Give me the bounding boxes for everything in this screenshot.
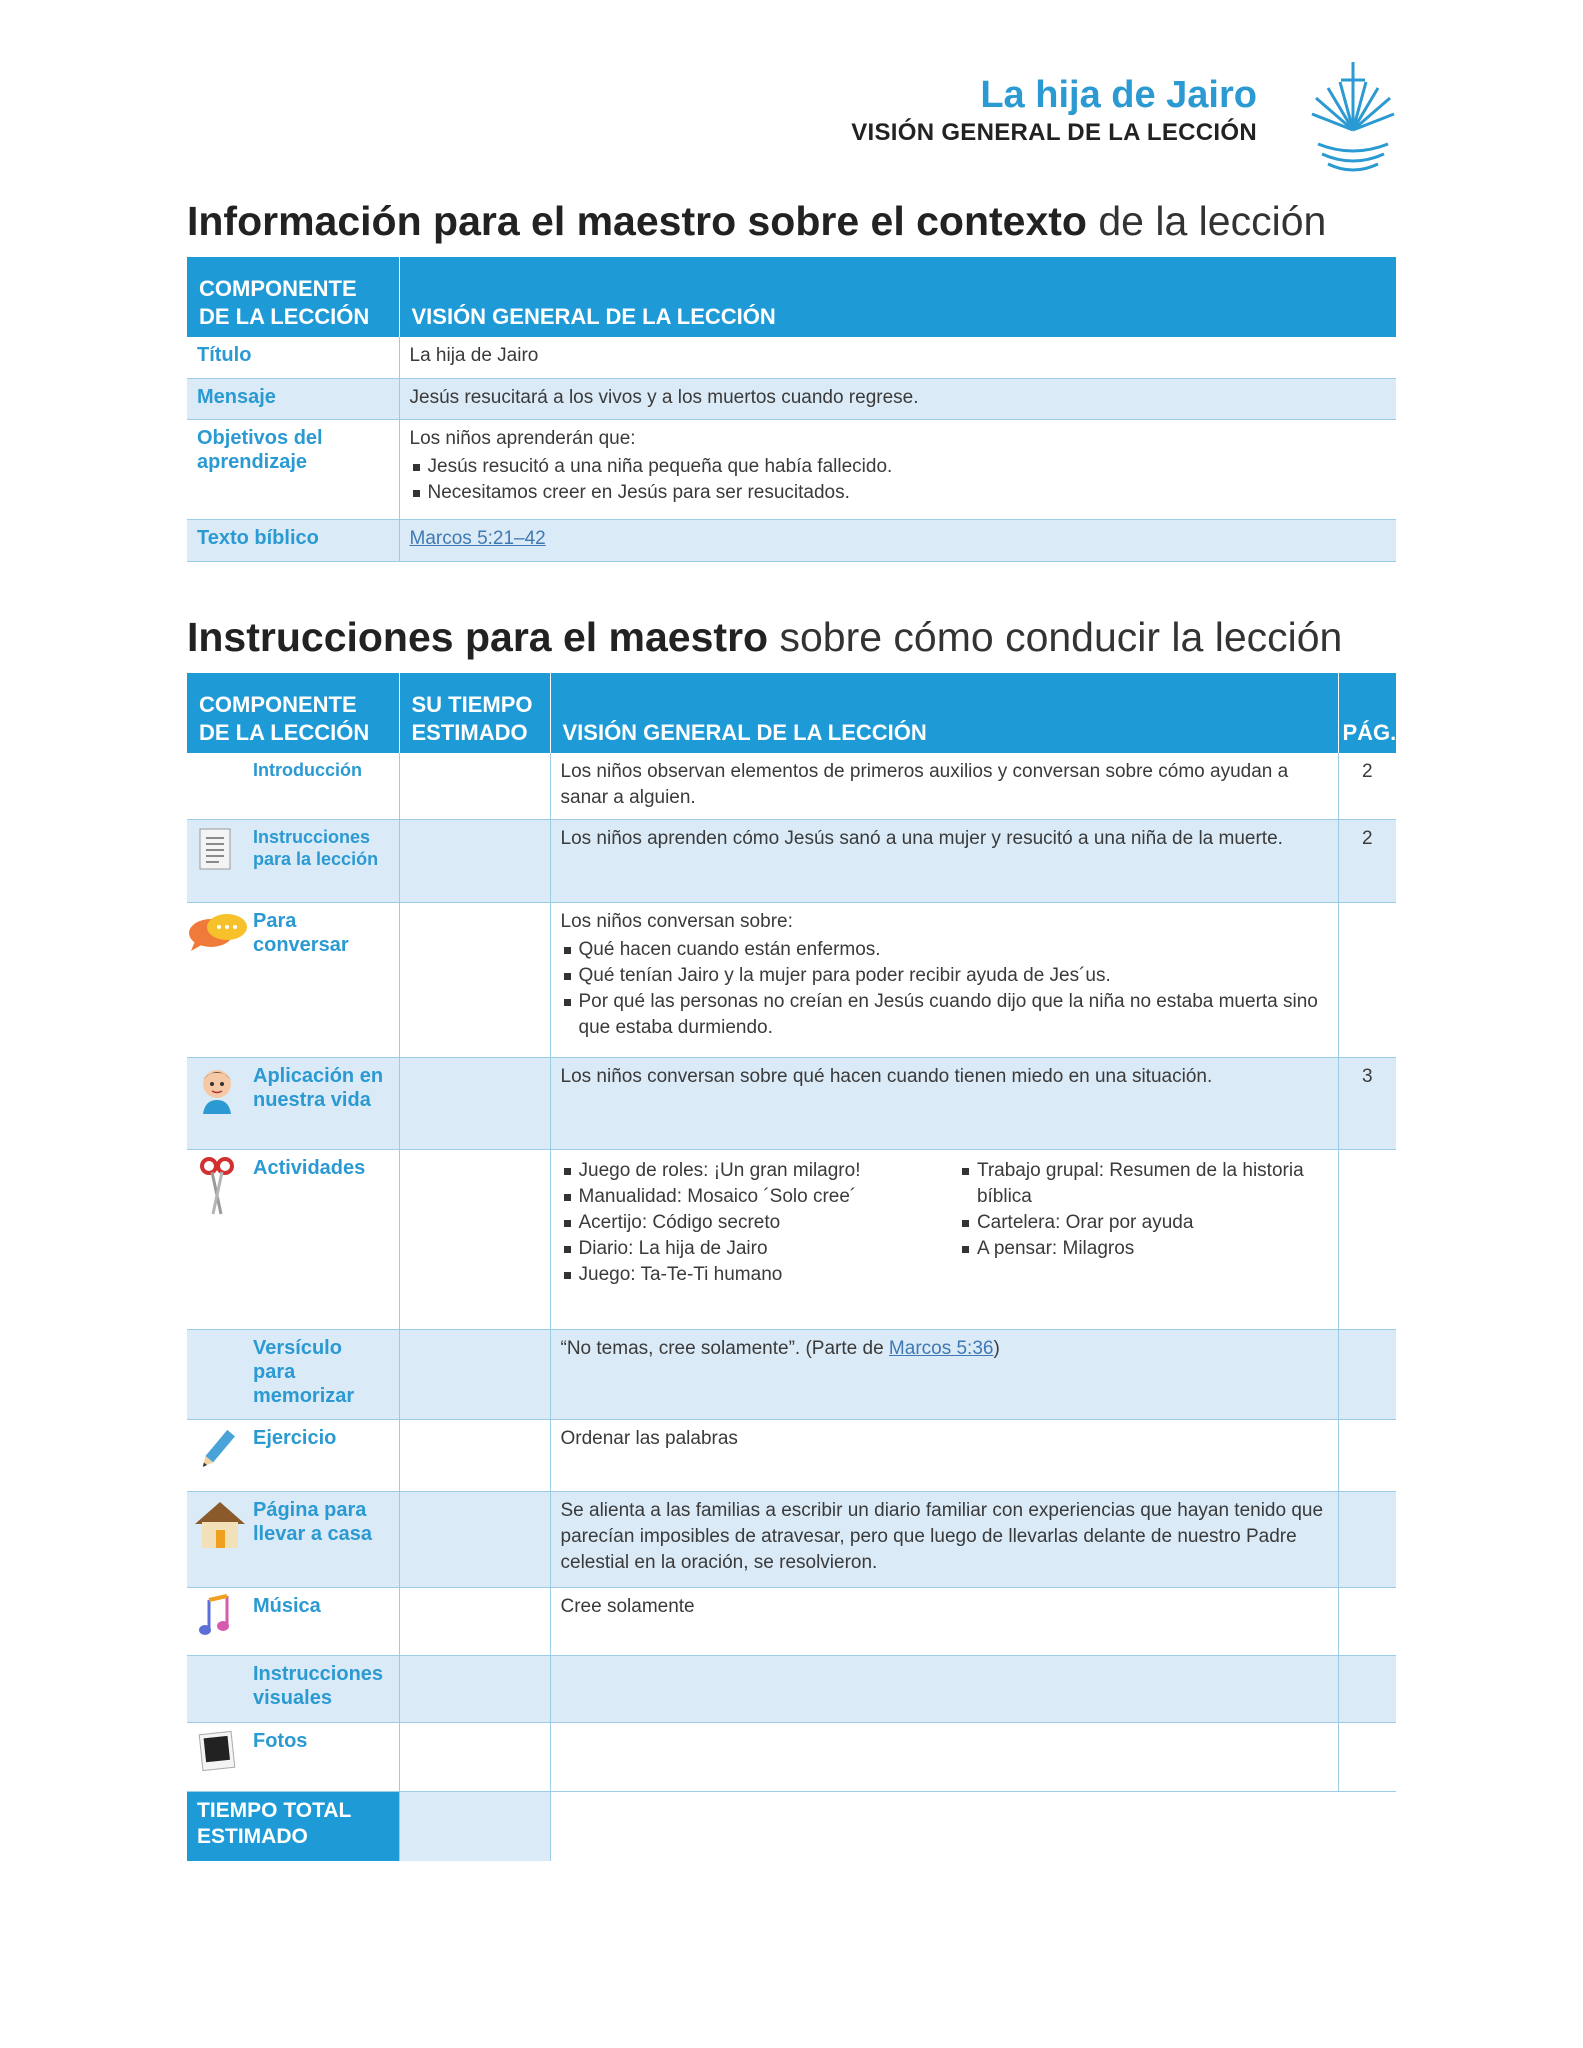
list-item: Trabajo grupal: Resumen de la historia bíblica	[959, 1158, 1328, 1210]
page-versiculo	[1338, 1329, 1396, 1419]
church-logo-icon	[1308, 58, 1398, 180]
header-pagina: PÁG.	[1338, 673, 1396, 753]
component-instrucciones: Instrucciones para la lección	[253, 826, 379, 869]
row-label-texto: Texto bíblico	[187, 519, 399, 561]
row-value-titulo: La hija de Jairo	[399, 337, 1396, 378]
time-cell[interactable]	[399, 819, 550, 902]
overview-conversar: Los niños conversan sobre: Qué hacen cuando están enfermos. Qué tenían Jairo y la mujer para poder recibir ayuda de Jes´us. Por qué las personas no creían en Jesús cuando dijo que la niña no estaba muerta sino que estaba durmiendo.	[550, 902, 1338, 1057]
document-header	[851, 72, 1257, 148]
bible-text-link[interactable]: Marcos 5:21–42	[409, 527, 546, 549]
overview-versiculo: “No temas, cree solamente”. (Parte de Marcos 5:36)	[550, 1329, 1338, 1419]
verse-link[interactable]: Marcos 5:36	[888, 1337, 994, 1359]
time-cell[interactable]	[399, 1329, 550, 1419]
section1-title: Información para el maestro sobre el contexto de la lección	[187, 198, 1327, 244]
component-introduccion: Introducción	[253, 760, 362, 780]
component-conversar: Para conversar	[253, 909, 349, 956]
scissors-icon	[197, 1156, 253, 1206]
time-cell[interactable]	[399, 1491, 550, 1587]
list-item: Qué hacen cuando están enfermos.	[561, 937, 1328, 963]
activities-list-1	[561, 1158, 959, 1288]
row-label-titulo: Título	[187, 337, 399, 378]
component-fotos: Fotos	[253, 1729, 308, 1752]
time-cell[interactable]	[399, 1419, 550, 1491]
row-value-mensaje: Jesús resucitará a los vivos y a los muertos cuando regrese.	[399, 378, 1396, 419]
section2-title: Instrucciones para el maestro sobre cómo conducir la lección	[187, 614, 1343, 660]
list-item: Qué tenían Jairo y la mujer para poder recibir ayuda de Jes´us.	[561, 963, 1328, 989]
row-label-mensaje: Mensaje	[187, 378, 399, 419]
page-visuales	[1338, 1655, 1396, 1722]
list-item: Diario: La hija de Jairo	[561, 1236, 959, 1262]
list-item: Acertijo: Código secreto	[561, 1210, 959, 1236]
activities-list-2	[959, 1158, 1328, 1288]
list-item: Juego: Ta-Te-Ti humano	[561, 1262, 959, 1288]
page-aplicacion: 3	[1338, 1057, 1396, 1149]
row-value-objetivos: Los niños aprenderán que: Jesús resucitó a una niña pequeña que había fallecido. Necesitamos creer en Jesús para ser resucitados.	[399, 419, 1396, 519]
time-cell[interactable]	[399, 753, 550, 819]
component-aplicacion: Aplicación en nuestra vida	[253, 1064, 384, 1111]
music-notes-icon	[197, 1594, 253, 1644]
lesson-subtitle: VISIÓN GENERAL DE LA LECCIÓN	[851, 119, 1257, 146]
overview-introduccion: Los niños observan elementos de primeros auxilios y conversan sobre cómo ayudan a sanar a alguien.	[550, 753, 1338, 819]
time-cell[interactable]	[399, 1587, 550, 1655]
component-visuales: Instrucciones visuales	[253, 1662, 384, 1709]
header-vision: VISIÓN GENERAL DE LA LECCIÓN	[399, 257, 1396, 337]
document-icon	[197, 826, 253, 876]
child-face-icon	[197, 1064, 253, 1114]
overview-actividades	[550, 1149, 1338, 1329]
row-label-objetivos: Objetivos del aprendizaje	[187, 419, 399, 519]
list-item: Jesús resucitó a una niña pequeña que había fallecido.	[410, 454, 1387, 480]
time-cell[interactable]	[399, 902, 550, 1057]
lesson-title: La hija de Jairo	[980, 74, 1257, 116]
time-cell[interactable]	[399, 1655, 550, 1722]
header-componente: COMPONENTE DE LA LECCIÓN	[187, 257, 399, 337]
house-icon	[197, 1498, 253, 1548]
overview-ejercicio: Ordenar las palabras	[550, 1419, 1338, 1491]
list-item: Cartelera: Orar por ayuda	[959, 1210, 1328, 1236]
photo-icon	[197, 1729, 253, 1779]
header-componente: COMPONENTE DE LA LECCIÓN	[187, 673, 399, 753]
overview-fotos	[550, 1722, 1338, 1791]
overview-instrucciones: Los niños aprenden cómo Jesús sanó a una mujer y resucitó a una niña de la muerte.	[550, 819, 1338, 902]
total-time-cell[interactable]	[399, 1791, 550, 1861]
time-cell[interactable]	[399, 1057, 550, 1149]
component-versiculo: Versículo para memorizar	[253, 1336, 355, 1407]
component-ejercicio: Ejercicio	[253, 1426, 337, 1449]
list-item: Juego de roles: ¡Un gran milagro!	[561, 1158, 959, 1184]
overview-casa: Se alienta a las familias a escribir un diario familiar con experiencias que hayan tenido que parecían imposibles de atravesar, pero que luego de llevarlas delante de nuestro Padre celestial en la oración, se resolvieron.	[550, 1491, 1338, 1587]
page-fotos	[1338, 1722, 1396, 1791]
time-cell[interactable]	[399, 1722, 550, 1791]
component-actividades: Actividades	[253, 1156, 366, 1179]
overview-musica: Cree solamente	[550, 1587, 1338, 1655]
page-introduccion: 2	[1338, 753, 1396, 819]
page-conversar	[1338, 902, 1396, 1057]
header-tiempo: SU TIEMPO ESTIMADO	[399, 673, 550, 753]
list-item: Manualidad: Mosaico ´Solo cree´	[561, 1184, 959, 1210]
context-table	[187, 257, 1396, 562]
instructions-table	[187, 673, 1396, 1861]
page-casa	[1338, 1491, 1396, 1587]
time-cell[interactable]	[399, 1149, 550, 1329]
list-item: Necesitamos creer en Jesús para ser resucitados.	[410, 480, 1387, 506]
page-ejercicio	[1338, 1419, 1396, 1491]
objectives-list	[410, 454, 1387, 506]
pencil-icon	[197, 1426, 253, 1476]
header-vision: VISIÓN GENERAL DE LA LECCIÓN	[550, 673, 1338, 753]
chat-bubbles-icon	[197, 909, 253, 959]
list-item: A pensar: Milagros	[959, 1236, 1328, 1262]
overview-aplicacion: Los niños conversan sobre qué hacen cuando tienen miedo en una situación.	[550, 1057, 1338, 1149]
page-musica	[1338, 1587, 1396, 1655]
component-musica: Música	[253, 1594, 321, 1617]
list-item: Por qué las personas no creían en Jesús cuando dijo que la niña no estaba muerta sino que estaba durmiendo.	[561, 989, 1328, 1041]
component-casa: Página para llevar a casa	[253, 1498, 372, 1545]
page-instrucciones: 2	[1338, 819, 1396, 902]
overview-visuales	[550, 1655, 1338, 1722]
total-time-label: TIEMPO TOTAL ESTIMADO	[187, 1791, 399, 1861]
page-actividades	[1338, 1149, 1396, 1329]
